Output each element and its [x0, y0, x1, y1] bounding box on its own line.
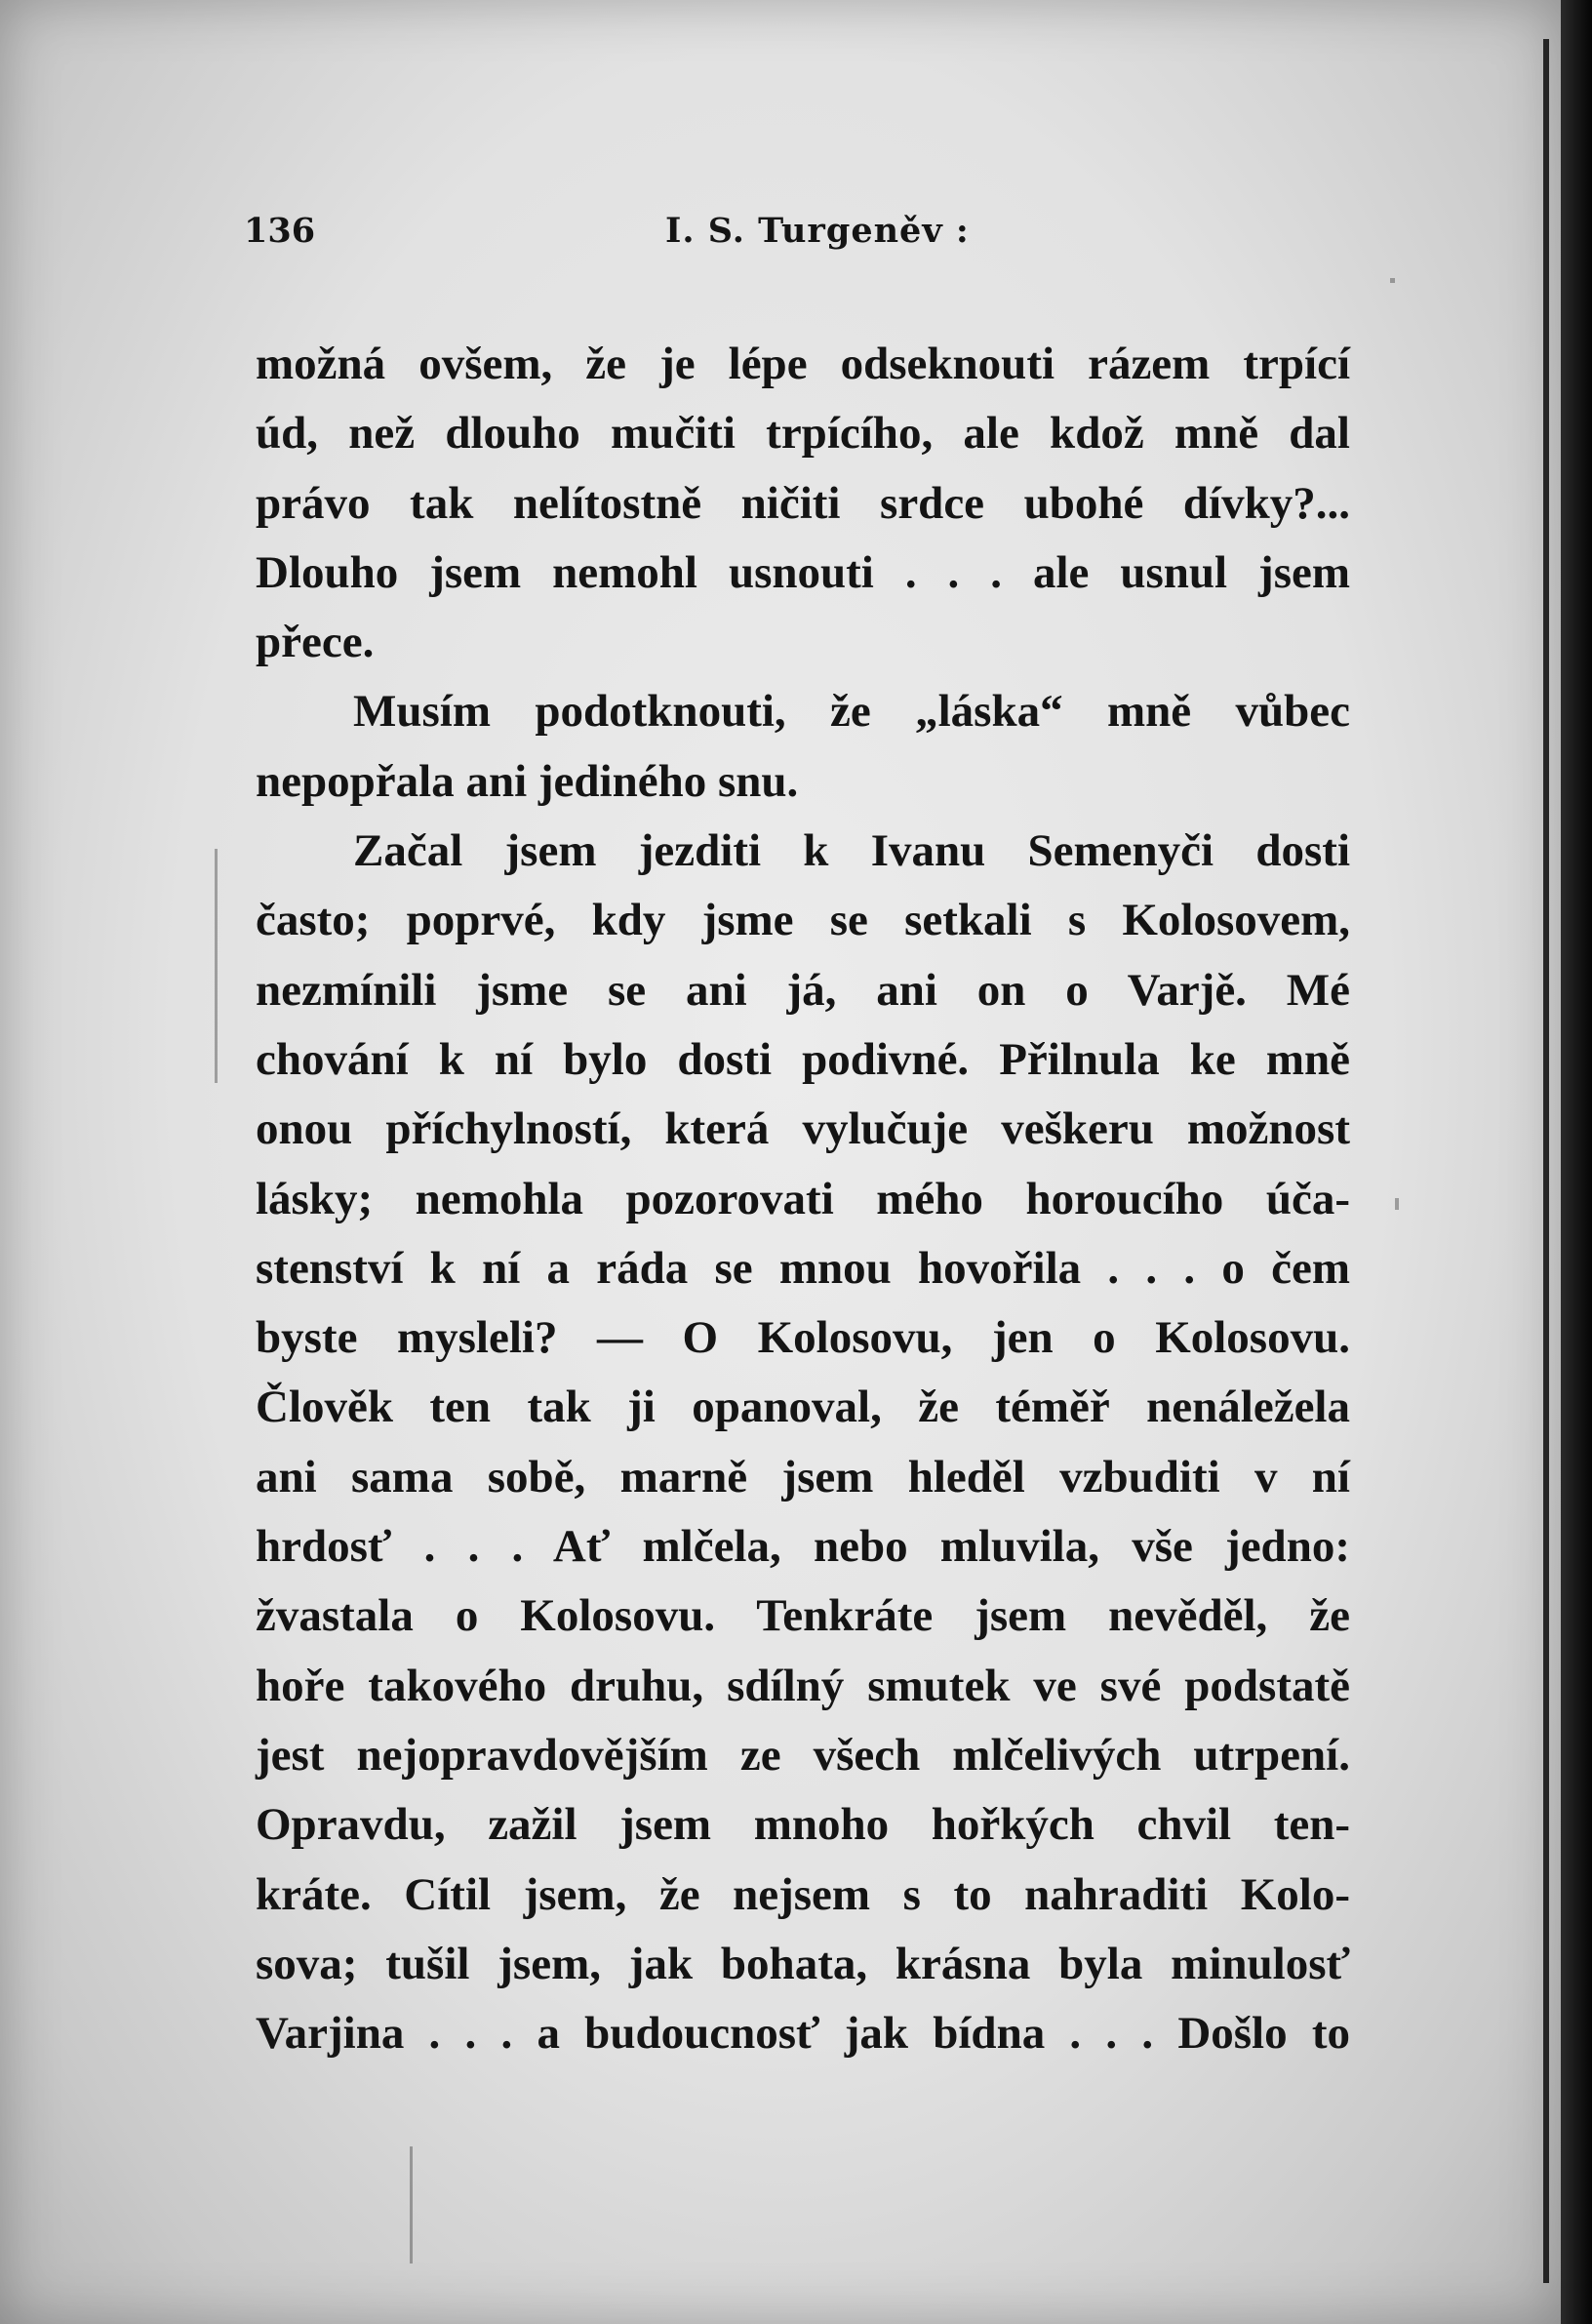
scan-speck [215, 849, 218, 1083]
text-line: nepopřala ani jediného snu. [256, 755, 799, 807]
text-line: Dlouho jsem nemohl usnouti . . . ale usnul jsem [256, 546, 1350, 598]
page-header [244, 211, 1346, 269]
scan-speck [1390, 278, 1395, 283]
text-line: možná ovšem, že je lépe odseknouti rázem trpící [256, 339, 1350, 389]
text-line: žvastala o Kolosovu. Tenkráte jsem nevěděl, že [256, 1590, 1350, 1642]
text-line: chování k ní bylo dosti podivné. Přilnula ke mně [256, 1033, 1350, 1085]
text-line: často; poprvé, kdy jsme se setkali s Kolosovem, [256, 895, 1350, 946]
text-line: kráte. Cítil jsem, že nejsem s to nahraditi Kolo- [256, 1868, 1350, 1920]
text-line: Člověk ten tak ji opanoval, že téměř nenáležela [256, 1382, 1350, 1433]
text-line: sova; tušil jsem, jak bohata, krásna byla minulosť [256, 1938, 1350, 1989]
text-line: Musím podotknouti, že „láska“ mně vůbec [353, 686, 1350, 738]
page-number: 136 [244, 211, 316, 251]
text-line: Začal jsem jezditi k Ivanu Semenyči dosti [353, 825, 1350, 877]
text-line: stenství k ní a ráda se mnou hovořila . . . o čem [256, 1242, 1350, 1294]
text-line: ani sama sobě, marně jsem hleděl vzbuditi v ní [256, 1451, 1350, 1503]
page-edge-shadow [1561, 0, 1592, 2324]
text-line: Varjina . . . a budoucnosť jak bídna . . . Došlo to [256, 2008, 1350, 2060]
text-line: lásky; nemohla pozorovati mého horoucího úča- [256, 1173, 1350, 1224]
text-line: nezmínili jsme se ani já, ani on o Varjě. Mé [256, 964, 1350, 1016]
scan-speck [410, 2146, 413, 2264]
page-edge-line [1543, 39, 1549, 2283]
running-head: I. S. Turgeněv : [665, 211, 970, 251]
text-line: onou příchylností, která vylučuje veškeru možnost [256, 1103, 1350, 1155]
text-line: jest nejopravdovějším ze všech mlčelivých utrpení. [256, 1729, 1350, 1781]
text-line: hrdosť . . . Ať mlčela, nebo mluvila, vše jedno: [256, 1521, 1350, 1573]
body-text [256, 330, 1350, 2068]
scan-speck [1395, 1198, 1399, 1210]
text-line: přece. [256, 617, 375, 668]
text-line: úd, než dlouho mučiti trpícího, ale kdož mně dal [256, 408, 1350, 460]
text-line: byste mysleli? — O Kolosovu, jen o Kolosovu. [256, 1312, 1350, 1364]
text-line: právo tak nelítostně ničiti srdce ubohé dívky?... [256, 477, 1350, 529]
text-line: hoře takového druhu, sdílný smutek ve své podstatě [256, 1660, 1350, 1711]
text-line: Opravdu, zažil jsem mnoho hořkých chvil ten- [256, 1799, 1350, 1851]
